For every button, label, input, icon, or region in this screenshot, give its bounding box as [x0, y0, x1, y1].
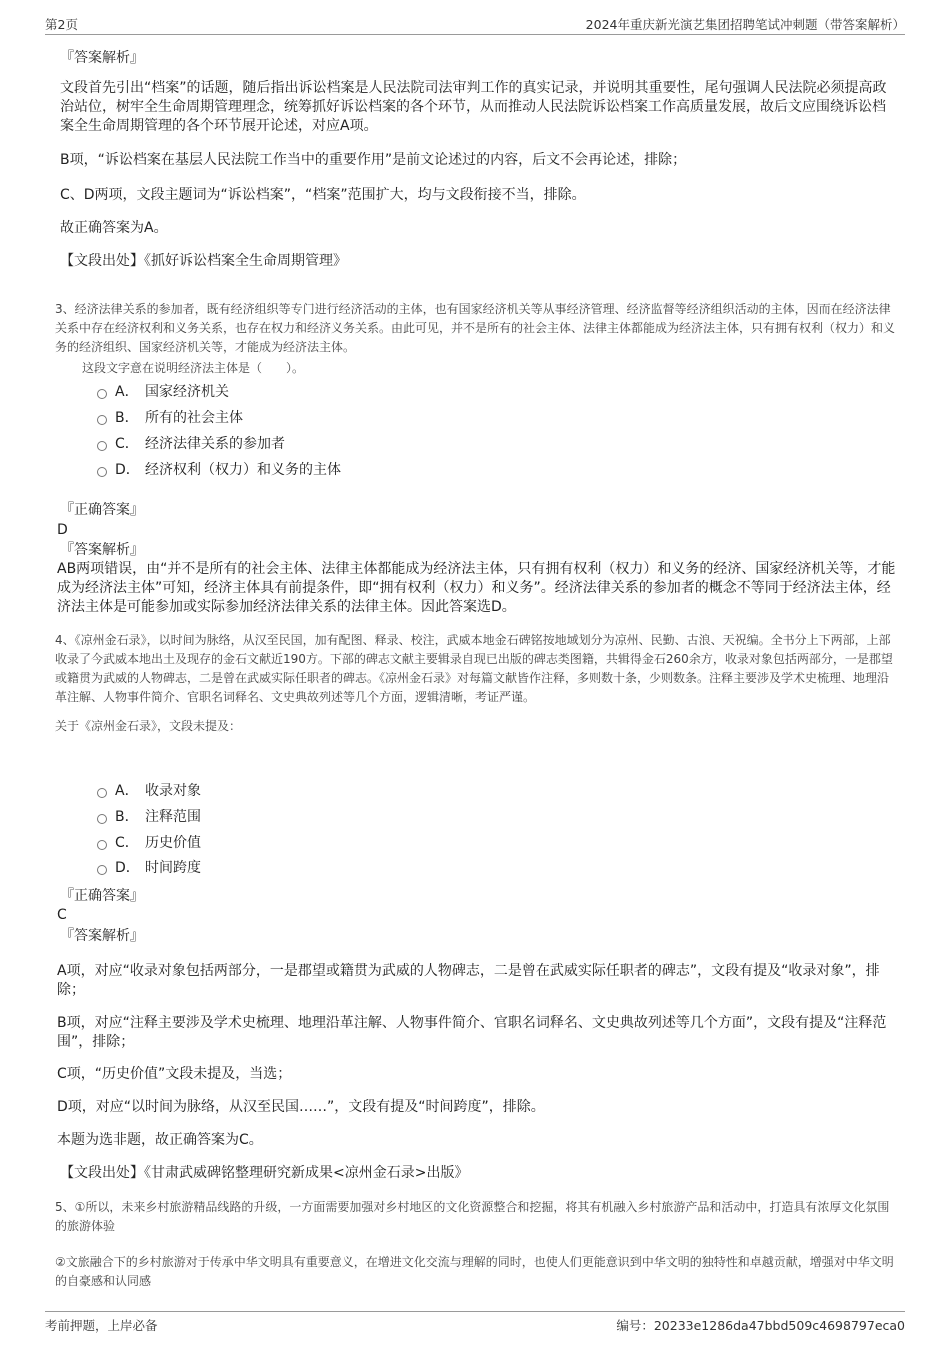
q4-analysis-label: 『答案解析』 — [60, 928, 144, 944]
q4-option-a[interactable] — [115, 781, 201, 801]
q4-analysis-d: D项，对应“以时间为脉络，从汉至民国……”，文段有提及“时间跨度”，排除。 — [57, 1099, 545, 1115]
radio-icon[interactable] — [97, 441, 107, 451]
option-text: 国家经济机关 — [145, 384, 229, 400]
option-letter: D． — [115, 462, 140, 478]
document-id: 编号：20233e1286da47bbd509c4698797eca0 — [616, 1318, 905, 1333]
q2-analysis-paragraph-2: B项，“诉讼档案在基层人民法院工作当中的重要作用”是前文论述过的内容，后文不会再论述，排除； — [60, 152, 687, 168]
q4-option-b[interactable] — [115, 807, 201, 827]
option-text: 时间跨度 — [145, 860, 201, 876]
q3-stem: 3、经济法律关系的参加者，既有经济组织等专门进行经济活动的主体，也有国家经济机关等从事经济管理、经济监督等经济组织活动的主体，因而在经济法律关系中存在经济权利和义务关系，也存在权力和经济义务关系。由此可见，并不是所有的社会主体、法律主体都能成为经济法主体，只有拥有权利（权力）和义务的经济组织、国家经济机关等，才能成为经济法主体。 — [55, 302, 896, 354]
option-letter: B． — [115, 809, 139, 825]
radio-icon[interactable] — [97, 415, 107, 425]
option-letter: C． — [115, 436, 139, 452]
q4-source: 【文段出处】《甘肃武威碑铭整理研究新成果<凉州金石录>出版》 — [60, 1165, 469, 1181]
option-letter: A． — [115, 384, 139, 400]
q2-analysis-paragraph-1: 文段首先引出“档案”的话题，随后指出诉讼档案是人民法院司法审判工作的真实记录，并说明其重要性，尾句强调人民法院必须提高政治站位，树牢全生命周期管理理念，统筹抓好诉讼档案的各个环节，从而推动人民法院诉讼档案工作高质量发展，故后文应围绕诉讼档案全生命周期管理的各个环节展开论述，对应A项。 — [60, 80, 887, 134]
q3-option-a[interactable] — [115, 382, 229, 402]
radio-icon[interactable] — [97, 389, 107, 399]
option-text: 历史价值 — [145, 835, 201, 851]
option-text: 经济权利（权力）和义务的主体 — [145, 462, 341, 478]
q5-sentence-2: ②文旅融合下的乡村旅游对于传承中华文明具有重要意义，在增进文化交流与理解的同时，也使人们更能意识到中华文明的独特性和卓越贡献，增强对中华文明的自豪感和认同感 — [55, 1255, 894, 1288]
page-number: 第2页 — [45, 17, 78, 32]
q3-analysis-label: 『答案解析』 — [60, 542, 144, 558]
option-text: 收录对象 — [145, 783, 201, 799]
footer-slogan: 考前押题，上岸必备 — [45, 1318, 158, 1333]
radio-icon[interactable] — [97, 814, 107, 824]
q2-analysis-label: 『答案解析』 — [60, 50, 144, 66]
option-text: 所有的社会主体 — [145, 410, 243, 426]
q4-conclusion: 本题为选非题，故正确答案为C。 — [57, 1132, 263, 1148]
q4-analysis-a: A项，对应“收录对象包括两部分，一是郡望或籍贯为武威的人物碑志，二是曾在武威实际任职者的碑志”，文段有提及“收录对象”，排除； — [57, 963, 880, 998]
option-letter: A． — [115, 783, 139, 799]
q4-analysis-b: B项，对应“注释主要涉及学术史梳理、地理沿革注解、人物事件简介、官职名词释名、文史典故列述等几个方面”，文段有提及“注释范围”，排除； — [57, 1015, 887, 1050]
q2-conclusion: 故正确答案为A。 — [60, 220, 168, 236]
option-text: 经济法律关系的参加者 — [145, 436, 285, 452]
document-title: 2024年重庆新光演艺集团招聘笔试冲刺题（带答案解析） — [585, 17, 905, 32]
q4-analysis-c: C项，“历史价值”文段未提及，当选； — [57, 1066, 292, 1082]
q3-correct-answer: D — [57, 522, 68, 538]
q4-question: 关于《凉州金石录》，文段未提及： — [55, 719, 242, 733]
option-letter: B． — [115, 410, 139, 426]
radio-icon[interactable] — [97, 788, 107, 798]
q3-analysis: AB两项错误，由“并不是所有的社会主体、法律主体都能成为经济法主体，只有拥有权利（权力）和义务的经济、国家经济机关等，才能成为经济法主体”可知，经济主体具有前提条件，即“拥有权利（权力）和义务”。经济法律关系的参加者的概念不等同于经济法主体，经济法主体是可能参加或实际参加经济法律关系的法律主体。因此答案选D。 — [57, 561, 896, 615]
option-letter: D． — [115, 860, 140, 876]
radio-icon[interactable] — [97, 840, 107, 850]
q4-correct-answer: C — [57, 907, 67, 923]
q4-option-c[interactable] — [115, 833, 201, 853]
q3-option-d[interactable] — [115, 460, 341, 480]
page-header — [45, 14, 905, 35]
q4-option-d[interactable] — [115, 858, 201, 878]
option-letter: C． — [115, 835, 139, 851]
q4-correct-label: 『正确答案』 — [60, 888, 144, 904]
q2-source: 【文段出处】《抓好诉讼档案全生命周期管理》 — [60, 253, 347, 269]
q4-stem: 4、《凉州金石录》，以时间为脉络，从汉至民国，加有配图、释录、校注，武威本地金石碑铭按地域划分为凉州、民勤、古浪、天祝编。全书分上下两部，上部收录了今武威本地出土及现存的金石文献近190方。下部的碑志文献主要辑录自现已出版的碑志类图籍，共辑得金石260余方，收录对象包括两部分，一是郡望或籍贯为武威的人物碑志，二是曾在武威实际任职者的碑志。《凉州金石录》对每篇文献皆作注释，多则数十条，少则数条。注释主要涉及学术史梳理、地理沿革注解、人物事件简介、官职名词释名、文史典故列述等几个方面，逻辑清晰，考证严谨。 — [55, 633, 893, 704]
radio-icon[interactable] — [97, 467, 107, 477]
page-footer — [45, 1311, 905, 1332]
q5-sentence-1: 5、①所以，未来乡村旅游精品线路的升级，一方面需要加强对乡村地区的文化资源整合和挖掘，将其有机融入乡村旅游产品和活动中，打造具有浓厚文化氛围的旅游体验 — [55, 1200, 890, 1233]
option-text: 注释范围 — [145, 809, 201, 825]
radio-icon[interactable] — [97, 865, 107, 875]
q3-question: 这段文字意在说明经济法主体是（ ）。 — [82, 361, 305, 375]
q2-analysis-paragraph-3: C、D两项，文段主题词为“诉讼档案”，“档案”范围扩大，均与文段衔接不当，排除。 — [60, 187, 586, 203]
q3-option-c[interactable] — [115, 434, 285, 454]
q3-option-b[interactable] — [115, 408, 243, 428]
q3-correct-label: 『正确答案』 — [60, 502, 144, 518]
